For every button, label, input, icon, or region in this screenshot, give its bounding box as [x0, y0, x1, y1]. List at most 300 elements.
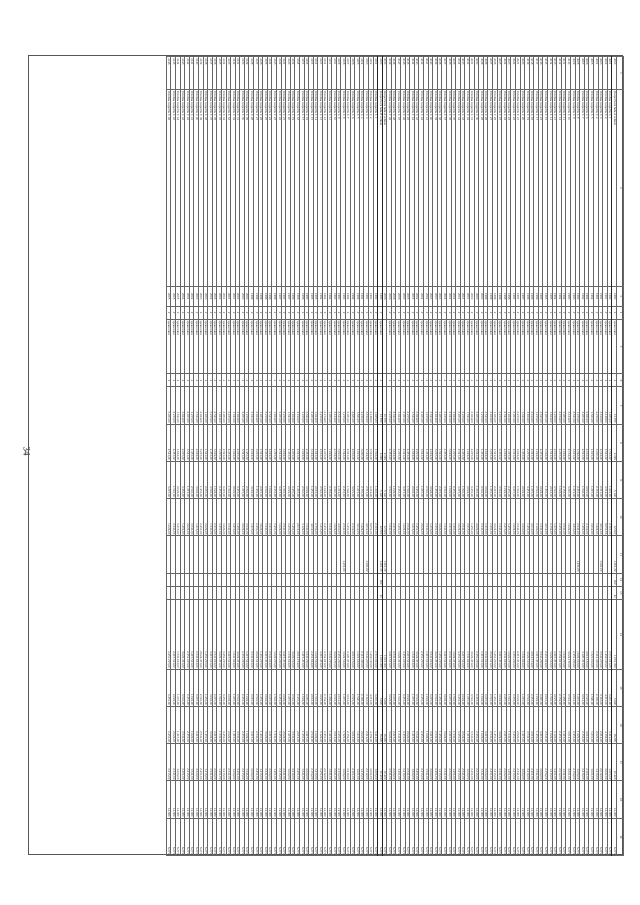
table-cell: 4	[603, 374, 608, 387]
table-cell: 1.451,00	[235, 499, 240, 536]
table-cell: 2.124,00	[364, 424, 369, 461]
table-cell: 2.541,00	[515, 499, 520, 536]
table-cell	[364, 573, 369, 586]
table-cell: 3.541,00	[387, 744, 392, 781]
table-cell: 4	[391, 374, 396, 387]
table-cell: Položka rozpočtu č. 33	[226, 89, 231, 286]
table-cell: 6.271	[387, 818, 392, 855]
table-cell: 16.280	[378, 707, 383, 744]
table-cell: 2.451,00	[488, 499, 493, 536]
table-cell: 1.512,00	[373, 424, 378, 461]
table-cell: 2001	[456, 286, 461, 306]
table-cell: 1993	[571, 286, 576, 306]
table-cell	[584, 536, 589, 573]
table-cell: 2	[368, 306, 373, 319]
table-cell: 2	[235, 306, 240, 319]
table-row	[300, 57, 305, 856]
table-cell: 3.012,00	[355, 499, 360, 536]
table-cell: 4108	[341, 57, 346, 90]
table-cell: 4111	[327, 57, 332, 90]
table-cell: 3.024,00	[387, 707, 392, 744]
table-cell: Položka rozpočtu č. 9	[336, 89, 341, 286]
table-cell: 3.021,00	[584, 461, 589, 498]
table-cell: 3.541,00	[208, 744, 213, 781]
table-cell	[300, 586, 305, 599]
table-cell: 3.024,00	[470, 387, 475, 424]
table-cell	[281, 536, 286, 573]
table-cell: 3.215,00	[456, 744, 461, 781]
table-row	[212, 57, 217, 856]
table-cell: 6.271	[488, 818, 493, 855]
table-cell: 4	[332, 374, 337, 387]
table-cell: 1.451,00	[258, 669, 263, 706]
table-cell: 14.380	[538, 781, 543, 818]
table-cell	[226, 586, 231, 599]
table-cell: 3.210,00	[566, 461, 571, 498]
table-cell: 14.380	[300, 781, 305, 818]
table-cell: 14.380	[460, 781, 465, 818]
table-cell: 4	[428, 374, 433, 387]
table-cell: 4	[451, 374, 456, 387]
table-cell: 3.541,00	[263, 744, 268, 781]
table-cell: 1994	[552, 286, 557, 306]
table-cell: 4	[543, 374, 548, 387]
table-cell: 2.215.541,00	[171, 599, 176, 669]
table-cell: 1.541,00	[396, 707, 401, 744]
table-cell: 1.021,00	[589, 744, 594, 781]
table-cell: 2.021,00	[584, 387, 589, 424]
table-cell	[267, 586, 272, 599]
table-cell: 2.012.154,00	[295, 599, 300, 669]
table-cell: 4026	[492, 57, 497, 90]
table-cell: 2.146,00	[368, 387, 373, 424]
table-cell: 3.215,00	[277, 744, 282, 781]
table-cell: 1991	[598, 286, 603, 306]
table-cell	[226, 573, 231, 586]
table-cell: 1.024.512,00	[575, 599, 580, 669]
table-cell	[447, 573, 452, 586]
table-cell: 2.451,00	[295, 744, 300, 781]
table-cell: 3.215,00	[511, 461, 516, 498]
table-cell: 3.024,00	[483, 461, 488, 498]
table-cell: 6.271	[378, 818, 383, 855]
table-cell: 6.271	[281, 818, 286, 855]
table-cell: 6.271	[226, 818, 231, 855]
table-cell: 3.541,00	[561, 499, 566, 536]
table-cell: 1.451,00	[290, 499, 295, 536]
table-cell	[258, 586, 263, 599]
table-cell: 3.451,00	[221, 669, 226, 706]
table-row	[290, 57, 295, 856]
table-row	[552, 57, 557, 856]
table-cell: 2	[410, 306, 415, 319]
table-cell: 2005	[405, 286, 410, 306]
table-cell: 3.024,00	[263, 707, 268, 744]
table-cell: Položka rozpočtu č. 3	[364, 89, 369, 286]
table-cell	[323, 586, 328, 599]
table-cell: 3.215,00	[221, 744, 226, 781]
table-row	[470, 57, 475, 856]
table-cell	[249, 573, 254, 586]
table-cell: 1.024,00	[506, 387, 511, 424]
table-cell	[447, 586, 452, 599]
table-cell: 2.215.451,00	[515, 599, 520, 669]
table-cell: 2.451,00	[341, 461, 346, 498]
table-cell: Položka rozpočtu č. 48	[391, 89, 396, 286]
table-cell: 4138	[203, 57, 208, 90]
table-cell	[511, 586, 516, 599]
table-cell: zpracování	[364, 319, 369, 374]
table-cell: Položka rozpočtu č. 18	[295, 89, 300, 286]
table-cell: 2	[479, 306, 484, 319]
table-cell: 1.215,00	[575, 669, 580, 706]
table-cell: 14.380	[575, 781, 580, 818]
table-cell: 14.380	[277, 781, 282, 818]
table-cell: 41	[378, 586, 383, 599]
table-cell: 4	[571, 374, 576, 387]
table-cell	[166, 573, 171, 586]
table-cell: Položka rozpočtu č. 33	[460, 89, 465, 286]
table-cell: 1.215,00	[176, 669, 181, 706]
table-cell: 4	[465, 374, 470, 387]
table-cell: zpracování	[345, 319, 350, 374]
table-cell: 3.014,00	[580, 669, 585, 706]
table-cell: 2	[566, 306, 571, 319]
table-cell	[217, 586, 222, 599]
table-cell: 1.452.110,00	[603, 599, 608, 669]
table-cell: 1994	[323, 286, 328, 306]
table-cell: 1.451,00	[341, 536, 346, 573]
table-row	[235, 57, 240, 856]
table-cell: 2	[304, 306, 309, 319]
table-cell: 2.154,00	[561, 461, 566, 498]
table-cell: 3.215,00	[249, 707, 254, 744]
table-cell: 4029	[479, 57, 484, 90]
table-cell: 3.215,00	[401, 744, 406, 781]
table-cell: 6.271	[451, 818, 456, 855]
table-cell: 2.112.410,00	[594, 599, 599, 669]
table-cell	[368, 586, 373, 599]
table-cell: 2.215,00	[391, 499, 396, 536]
table-row	[506, 57, 511, 856]
table-cell: Položka rozpočtu č. 20	[286, 89, 291, 286]
table-cell: 2.021,00	[594, 707, 599, 744]
table-cell: 6.271	[529, 818, 534, 855]
table-cell	[525, 573, 530, 586]
table-cell: 3.024,00	[304, 744, 309, 781]
table-cell: Položka rozpočtu č. 21	[281, 89, 286, 286]
table-cell: 1995	[313, 286, 318, 306]
table-cell	[557, 586, 562, 599]
table-row	[401, 57, 406, 856]
table-cell	[456, 536, 461, 573]
table-cell: 4113	[318, 57, 323, 90]
table-cell	[580, 573, 585, 586]
table-cell: 4.210,00	[359, 387, 364, 424]
table-cell: 14.380	[474, 781, 479, 818]
table-cell: 2.451,00	[575, 461, 580, 498]
table-cell: 3.215,00	[221, 461, 226, 498]
table-cell: 2002	[447, 286, 452, 306]
table-cell: 6.271	[277, 818, 282, 855]
table-cell: 2	[515, 306, 520, 319]
table-cell: 4	[336, 374, 341, 387]
table-cell: 1.024,00	[244, 707, 249, 744]
table-cell: 6.271	[258, 818, 263, 855]
table-cell: 3.210.451,00	[552, 599, 557, 669]
table-cell: 1.451,00	[479, 424, 484, 461]
table-cell: Položka rozpočtu č. 40	[194, 89, 199, 286]
table-cell: 4	[442, 374, 447, 387]
table-cell: 4030	[474, 57, 479, 90]
table-cell: 2.511,00	[598, 461, 603, 498]
table-cell: 2.024,00	[185, 499, 190, 536]
table-cell: zpracování	[254, 319, 259, 374]
table-cell: 2	[231, 306, 236, 319]
table-cell: 14.380	[350, 781, 355, 818]
table-cell: Položka rozpočtu č. 31	[470, 89, 475, 286]
table-cell: zpracování	[263, 319, 268, 374]
table-cell: 4050	[382, 57, 387, 90]
table-row	[598, 57, 603, 856]
table-cell: 3.541,00	[180, 669, 185, 706]
table-cell: 4	[401, 374, 406, 387]
table-cell: 1990	[373, 286, 378, 306]
table-cell: zpracování	[194, 319, 199, 374]
table-cell: 2	[391, 306, 396, 319]
table-cell: 4	[244, 374, 249, 387]
table-cell: 2.451.215,00	[419, 599, 424, 669]
table-cell: 2.154,00	[548, 499, 553, 536]
table-cell: 1.541,00	[442, 499, 447, 536]
table-cell	[180, 586, 185, 599]
table-cell: 14.380	[263, 781, 268, 818]
table-cell: Položka rozpočtu č. 37	[208, 89, 213, 286]
table-cell: 3.014,00	[345, 669, 350, 706]
table-cell	[313, 586, 318, 599]
table-cell: 1.215.541,00	[479, 599, 484, 669]
table-cell: 2.451,00	[240, 669, 245, 706]
table-row	[414, 57, 419, 856]
table-cell: 4.215,00	[323, 424, 328, 461]
table-cell: Položka rozpočtu č. 1	[373, 89, 378, 286]
table-cell: 1.451,00	[203, 707, 208, 744]
table-cell: 14.380	[598, 781, 603, 818]
table-cell	[221, 536, 226, 573]
table-cell: 4	[318, 374, 323, 387]
column-header: 2	[617, 89, 624, 286]
table-cell: 2.024,00	[483, 424, 488, 461]
table-cell: 2.451,00	[474, 387, 479, 424]
table-cell: 4	[217, 374, 222, 387]
table-cell: 1996	[295, 286, 300, 306]
table-cell: 2.215.541,00	[460, 599, 465, 669]
table-cell: 2.451.215,00	[185, 599, 190, 669]
table-cell: 2	[336, 306, 341, 319]
table-cell: 3.451,00	[580, 387, 585, 424]
table-cell: 2	[295, 306, 300, 319]
table-cell: zpracování	[437, 319, 442, 374]
table-cell	[492, 586, 497, 599]
table-cell	[474, 573, 479, 586]
table-cell: 2	[313, 306, 318, 319]
table-cell: 14.380	[534, 781, 539, 818]
table-cell	[350, 586, 355, 599]
table-cell: 2.541,00	[300, 461, 305, 498]
table-cell: 2.214,00	[598, 707, 603, 744]
table-cell: 2.215,00	[470, 424, 475, 461]
table-cell: 2	[166, 306, 171, 319]
table-cell: zpracování	[561, 319, 566, 374]
table-cell	[419, 586, 424, 599]
table-cell: 4	[272, 374, 277, 387]
table-cell: Položka rozpočtu č. 22	[277, 89, 282, 286]
table-cell	[492, 573, 497, 586]
table-cell: 1.215,00	[355, 461, 360, 498]
table-cell	[387, 573, 392, 586]
table-cell: 4.014,00	[364, 499, 369, 536]
table-cell: 3.451,00	[318, 744, 323, 781]
column-header: 9	[617, 461, 624, 498]
table-cell: 3.541,00	[566, 669, 571, 706]
table-cell	[603, 586, 608, 599]
table-cell: 2.451,00	[506, 461, 511, 498]
table-row	[511, 57, 516, 856]
table-cell: 1998	[263, 286, 268, 306]
table-cell: 4	[506, 374, 511, 387]
table-cell: zpracování	[414, 319, 419, 374]
table-cell: 3.215.541,00	[387, 599, 392, 669]
table-cell: 2.541,00	[460, 499, 465, 536]
table-row	[286, 57, 291, 856]
table-cell: 2.541,00	[244, 461, 249, 498]
table-cell: 2	[203, 306, 208, 319]
table-cell: 1994	[561, 286, 566, 306]
table-cell: 3.024,00	[281, 424, 286, 461]
table-cell	[208, 536, 213, 573]
table-cell: 2.154,00	[332, 424, 337, 461]
table-cell: 1.541,00	[217, 707, 222, 744]
table-cell: 2.451,00	[336, 707, 341, 744]
table-cell: 2005	[401, 286, 406, 306]
table-cell: 1.541,00	[548, 669, 553, 706]
table-cell: 3.124,00	[534, 499, 539, 536]
table-cell: 2	[543, 306, 548, 319]
table-cell: 1.451,00	[575, 536, 580, 573]
table-cell: 1.215,00	[419, 461, 424, 498]
table-row	[208, 57, 213, 856]
table-cell: 4	[263, 374, 268, 387]
table-cell: 1994	[327, 286, 332, 306]
table-cell: 4	[258, 374, 263, 387]
table-cell: 1.215,00	[589, 461, 594, 498]
table-cell: 2	[506, 306, 511, 319]
table-cell: 14.380	[313, 781, 318, 818]
table-cell: 1.001,30	[612, 536, 617, 573]
table-cell	[543, 573, 548, 586]
table-cell	[396, 586, 401, 599]
table-cell: 3.541.215,00	[364, 599, 369, 669]
table-cell: Položka rozpočtu č. 27	[254, 89, 259, 286]
table-cell: 3.210,00	[520, 499, 525, 536]
table-cell: 2.215,00	[414, 424, 419, 461]
table-cell	[594, 573, 599, 586]
table-cell: 4	[502, 374, 507, 387]
table-cell: 1.541,00	[258, 424, 263, 461]
table-cell: 6.271	[566, 818, 571, 855]
table-cell: 4.210,00	[594, 387, 599, 424]
table-cell: Položka rozpočtu č. 19	[525, 89, 530, 286]
table-cell: zpracování	[231, 319, 236, 374]
table-cell: 4	[410, 374, 415, 387]
table-cell: 3.541,00	[235, 707, 240, 744]
table-cell: 4	[598, 374, 603, 387]
table-cell: Rozpočtová řada A celkem	[612, 89, 617, 286]
table-cell: 3.451,00	[235, 744, 240, 781]
table-cell: 2.541,00	[515, 744, 520, 781]
table-cell: 2.012,00	[364, 744, 369, 781]
table-cell: 3.024,00	[194, 461, 199, 498]
table-cell	[502, 573, 507, 586]
table-cell: 4	[235, 374, 240, 387]
table-cell	[382, 374, 387, 387]
table-cell: 3.024.150,00	[566, 599, 571, 669]
table-cell: 1.541,00	[387, 499, 392, 536]
table-cell: 1.215,00	[258, 744, 263, 781]
table-cell: 3.024,00	[492, 499, 497, 536]
table-cell	[272, 573, 277, 586]
table-cell	[194, 536, 199, 573]
table-cell: 1.024.451,00	[396, 599, 401, 669]
table-cell: 2	[594, 306, 599, 319]
table-cell: 14.380	[405, 781, 410, 818]
table-cell: 1997	[286, 286, 291, 306]
table-cell: 3.024,00	[538, 461, 543, 498]
table-cell: 2	[226, 306, 231, 319]
table-cell: 1.541.215,00	[561, 599, 566, 669]
table-cell: 16.280	[612, 707, 617, 744]
table-cell: 4	[378, 374, 383, 387]
table-cell: 4105	[355, 57, 360, 90]
table-cell	[180, 536, 185, 573]
table-cell: 3.120.451,00	[345, 599, 350, 669]
table-cell	[295, 536, 300, 573]
table-cell: zpracování	[290, 319, 295, 374]
table-cell: 4136	[212, 57, 217, 90]
table-cell: 2.541,00	[309, 707, 314, 744]
table-cell: 1.024,00	[176, 424, 181, 461]
table-cell: 2	[424, 306, 429, 319]
table-cell: 4014	[548, 57, 553, 90]
table-cell: 3.215,00	[166, 461, 171, 498]
table-cell: 1.024.512,00	[313, 599, 318, 669]
table-cell	[447, 536, 452, 573]
table-cell	[603, 573, 608, 586]
table-cell: 2	[534, 306, 539, 319]
table-cell: 14.380	[520, 781, 525, 818]
table-cell: 2	[529, 306, 534, 319]
table-cell: 14.380	[267, 781, 272, 818]
table-cell: 14.380	[254, 781, 259, 818]
table-cell: 1.451,00	[437, 669, 442, 706]
table-cell: zpracování	[277, 319, 282, 374]
table-cell: zpracování	[286, 319, 291, 374]
table-cell: 2.451,00	[419, 669, 424, 706]
table-cell: Položka rozpočtu č. 43	[180, 89, 185, 286]
table-cell: 2.451,00	[304, 424, 309, 461]
table-cell: 2.024,00	[502, 744, 507, 781]
table-cell: 4000	[612, 57, 617, 90]
